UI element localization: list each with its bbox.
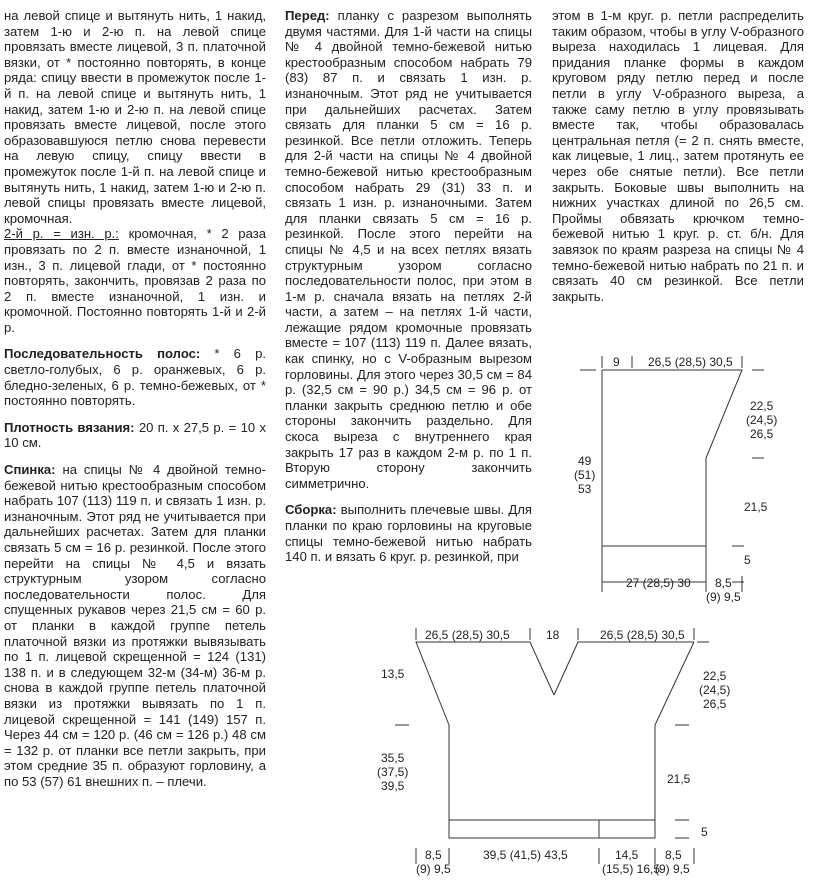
back-total-h2: (51) <box>574 468 596 482</box>
front-outline-left <box>416 642 554 725</box>
paragraph-stripes <box>4 346 266 408</box>
row2-text: кромочная, * 2 раза провязать по 2 п. вместе изнаночной, 1 изн., 3 п. лицевой глади, от * постоянно повторять, закончить, провязав 2 раза по 2 п. вместе изнаночной, 1 изн. и кромочной. Постоянно повторять 1-й и 2-й р. <box>4 226 266 335</box>
front-side: 21,5 <box>667 772 691 786</box>
back-total-h3: 53 <box>578 482 592 496</box>
front-bottom-rr-1: 8,5 <box>665 848 682 862</box>
back-bottom-ext-2: (9) 9,5 <box>706 590 741 604</box>
assembly-heading: Сборка: <box>285 502 337 518</box>
front-right-h1: 22,5 <box>703 669 727 683</box>
back-top-width-label: 26,5 (28,5) 30,5 <box>648 355 733 369</box>
front-bottom-r-2: (15,5) 16,5 <box>602 862 661 876</box>
front-outline-body <box>449 642 694 838</box>
front-left-mid-1: 35,5 <box>381 751 405 765</box>
back-top-left-label: 9 <box>613 355 620 369</box>
front-top-left: 26,5 (28,5) 30,5 <box>425 628 510 642</box>
front-right-h2: (24,5) <box>699 683 731 697</box>
text-column-3 <box>552 8 804 315</box>
front-bottom-mid: 39,5 (41,5) 43,5 <box>483 848 568 862</box>
paragraph-gauge <box>4 420 266 451</box>
back-band-label: 5 <box>744 553 751 567</box>
paragraph-assembly-cont <box>552 8 804 304</box>
back-heading: Спинка: <box>4 462 56 478</box>
front-schematic-right-labels <box>695 620 813 896</box>
text-column-1 <box>4 8 266 801</box>
front-bottom-left-1: 8,5 <box>425 848 442 862</box>
front-bottom-rr-2: (9) 9,5 <box>655 862 690 876</box>
front-left-mid-2: (37,5) <box>377 765 409 779</box>
back-side-height: 21,5 <box>744 500 768 514</box>
back-bottom-ext-1: 8,5 <box>715 576 732 590</box>
front-bottom-left-2: (9) 9,5 <box>416 862 451 876</box>
paragraph-pattern-row1 <box>4 8 266 335</box>
paragraph-assembly <box>285 502 532 564</box>
assembly-cont-text: этом в 1-м круг. р. петли распределить таким образом, чтобы в углу V-образного выреза находилась 1 лицевая. Для придания планке формы в каждом круговом ряду петлю перед и после петли в углу V-образного выреза, а также саму петлю в углу провязывать вместе так, чтобы образовалась центральная петля (= 2 п. снять вместе, как лицевые, 1 лиц., затем протянуть ее через обе снятые петли). Все петли закрыть. Боковые швы выполнить на нижних участках длиной по 26,5 см. Проймы обвязать крючком темно-бежевой нитью 1 круг. р. ст. б/н. Для завязок по краям разреза на спицы № 4 темно-бежевой нитью набрать по 21 п. и связать 40 см резинкой. Все петли закрыть. <box>552 8 804 304</box>
stripes-heading: Последовательность полос: <box>4 346 201 362</box>
gauge-heading: Плотность вязания: <box>4 419 135 435</box>
front-neck: 18 <box>546 628 560 642</box>
back-outline <box>602 370 742 582</box>
text-column-2 <box>285 8 532 576</box>
back-total-h1: 49 <box>578 454 592 468</box>
front-text: планку с разрезом выполнять двумя частями. Для 1-й части на спицы № 4 двойной темно-бежевой нитью крестообразным способом набрать 79 (83) 87 п. и связать 1 изн. р. изнаночным. Этот ряд не учитывается при дальнейших расчетах. Затем связать для планки 5 см = 16 р. резинкой. Все петли отложить. Теперь для 2-й части на спицы № 4 двойной темно-бежевой нитью крестообразным способом набрать 29 (31) 33 п. и связать 1 изн. р. изнаночными. Затем для планки связать 5 см = 16 р. резинкой. После этого перейти на спицы № 4,5 и на всех петлях вязать структурным узором согласно последовательности полос, при этом в 1-м р. сначала вязать на петлях 2-й части, а затем – на петлях 1-й части, лежащие рядом кромочные провязать вместе = 107 (113) 119 п. Далее вязать, как спинку, но с V-образным вырезом горловины. Для этого через 30,5 см = 84 р. (32,5 см = 90 р.) 34,5 см = 96 р. от планки закрыть среднюю петлю и обе стороны закончить раздельно. Для скоса выреза с внутреннего края закрыть 17 раз в каждом 2-м р. по 1 п. Вторую сторону закончить симметрично. <box>285 8 532 491</box>
front-left-top: 13,5 <box>381 667 405 681</box>
front-schematic <box>375 620 695 896</box>
paragraph-back <box>4 462 266 789</box>
front-band-label: 5 <box>701 825 708 839</box>
front-top-right: 26,5 (28,5) 30,5 <box>600 628 685 642</box>
back-schematic <box>560 348 810 610</box>
back-sleeve-h1: 22,5 <box>750 399 774 413</box>
gauge-text: 20 п. х 27,5 р. = 10 х 10 см. <box>4 419 266 451</box>
pattern-row1-text: на левой спице и вытянуть нить, 1 накид, затем 1-ю и 2-ю п. на левой спице провязать вместе лицевой, 3 п. платочной вязки, от * постоянно повторять, в конце ряда: спицу ввести в промежуток после 1-й п. на левой спице и вытянуть нить, 1 накид, затем 1-ю и 2-ю п. на левой спице провязать вместе лицевой, после этого образовавшуюся петлю снова перевести на левую спицу, спицу ввести в промежуток после 1-й п. на левой спице и вытянуть нить, 1 накид, затем 1-ю и 2-ю п. левой спицы провязать вместе лицевой, кромочная. <box>4 8 266 226</box>
back-text: на спицы № 4 двойной темно-бежевой нитью крестообразным способом набрать 107 (113) 119 п. и связать 1 изн. р. изнаночным. Этот ряд не учитывается при дальнейших расчетах. Затем для планки связать 5 см = 16 р. резинкой. После этого перейти на спицы № 4,5 и вязать структурным узором согласно последовательности полос. Для спущенных рукавов через 21,5 см = 60 р. от планки в каждой группе петель платочной вязки из протяжки вывязывать по 1 п. лицевой скрещенной = 124 (131) 138 п. и в следующем 32-м (34-м) 36-м р. снова в каждой группе петель платочной вязки из протяжки вывязать по 1 п. лицевой скрещенной = 141 (149) 157 п. Через 44 см = 120 р. (46 см = 126 р.) 48 см = 132 р. от планки все петли закрыть, при этом средние 35 п. образуют горловину, а по 53 (57) 61 внешних п. – плечи. <box>4 462 266 789</box>
back-bottom-width: 27 (28,5) 30 <box>626 576 691 590</box>
front-bottom-r-1: 14,5 <box>615 848 639 862</box>
assembly-text: выполнить плечевые швы. Для планки по краю горловины на круговые спицы темно-бежевой нитью набрать 140 п. и вязать 6 круг. р. резинкой, при <box>285 502 532 565</box>
stripes-text: * 6 р. светло-голубых, 6 р. оранжевых, 6 р. бледно-зеленых, 6 р. темно-бежевых, от * постоянно повторять. <box>4 346 266 409</box>
back-sleeve-h3: 26,5 <box>750 427 774 441</box>
row2-label: 2-й р. = изн. р.: <box>4 226 119 242</box>
back-sleeve-h2: (24,5) <box>746 413 778 427</box>
paragraph-front <box>285 8 532 491</box>
front-left-mid-3: 39,5 <box>381 779 405 793</box>
front-heading: Перед: <box>285 8 330 23</box>
front-right-h3: 26,5 <box>703 697 727 711</box>
